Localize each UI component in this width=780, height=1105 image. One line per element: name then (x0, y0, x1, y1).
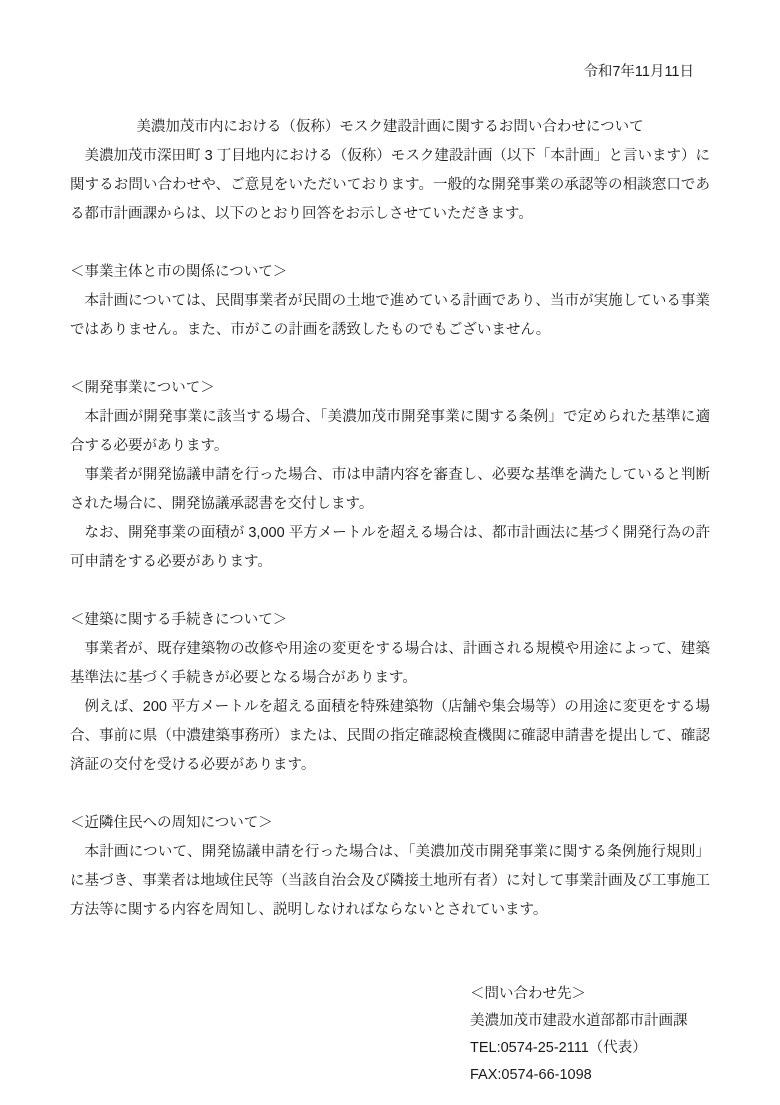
paragraph: 本計画が開発事業に該当する場合、「美濃加茂市開発事業に関する条例」で定められた基準に適合する必要があります。 (70, 409, 710, 454)
section-heading-business-entity: ＜事業主体と市の関係について＞ (70, 264, 288, 280)
section-heading-neighbor-notification: ＜近隣住民への周知について＞ (70, 815, 273, 831)
paragraph: 事業者が開発協議申請を行った場合、市は申請内容を審査し、必要な基準を満たしていると判断された場合に、開発協議承認書を交付します。 (70, 467, 710, 512)
contact-fax: FAX:0574-66-1098 (470, 1067, 592, 1083)
document-date: 令和7年11月11日 (583, 64, 694, 80)
section-business-entity (70, 258, 710, 345)
contact-heading: ＜問い合わせ先＞ (470, 986, 586, 1002)
paragraph: 事業者が、既存建築物の改修や用途の変更をする場合は、計画される規模や用途によって、建築基準法に基づく手続きが必要となる場合があります。 (70, 641, 710, 686)
paragraph: 本計画について、開発協議申請を行った場合は、「美濃加茂市開発事業に関する条例施行規則」に基づき、事業者は地域住民等（当該自治会及び隣接土地所有者）に対して事業計画及び工事施工方法等に関する内容を周知し、説明しなければならないとされています。 (70, 844, 710, 918)
section-heading-development-project: ＜開発事業について＞ (70, 380, 215, 396)
section-development-project (70, 374, 710, 577)
paragraph: 例えば、200 平方メートルを超える面積を特殊建築物（店舗や集会場等）の用途に変更をする場合、事前に県（中濃建築事務所）または、民間の指定確認検査機関に確認申請書を提出して、確認済証の交付を受ける必要があります。 (70, 699, 710, 773)
section-heading-building-procedures: ＜建築に関する手続きについて＞ (70, 612, 288, 628)
paragraph: なお、開発事業の面積が 3,000 平方メートルを超える場合は、都市計画法に基づく開発行為の許可申請をする必要があります。 (70, 525, 710, 570)
contact-department: 美濃加茂市建設水道部都市計画課 (470, 1013, 688, 1029)
contact-block (470, 981, 710, 1089)
paragraph: 本計画については、民間事業者が民間の土地で進めている計画であり、当市が実施している事業ではありません。また、市がこの計画を誘致したものでもございません。 (70, 293, 710, 338)
contact-tel: TEL:0574-25-2111（代表） (470, 1040, 647, 1056)
intro-paragraph: 美濃加茂市深田町 3 丁目地内における（仮称）モスク建設計画（以下「本計画」と言います）に関するお問い合わせや、ご意見をいただいております。一般的な開発事業の承認等の相談窓口である都市計画課からは、以下のとおり回答をお示しさせていただきます。 (70, 148, 710, 222)
section-building-procedures (70, 606, 710, 780)
section-neighbor-notification (70, 809, 710, 925)
document-title: 美濃加茂市内における（仮称）モスク建設計画に関するお問い合わせについて (136, 119, 644, 135)
